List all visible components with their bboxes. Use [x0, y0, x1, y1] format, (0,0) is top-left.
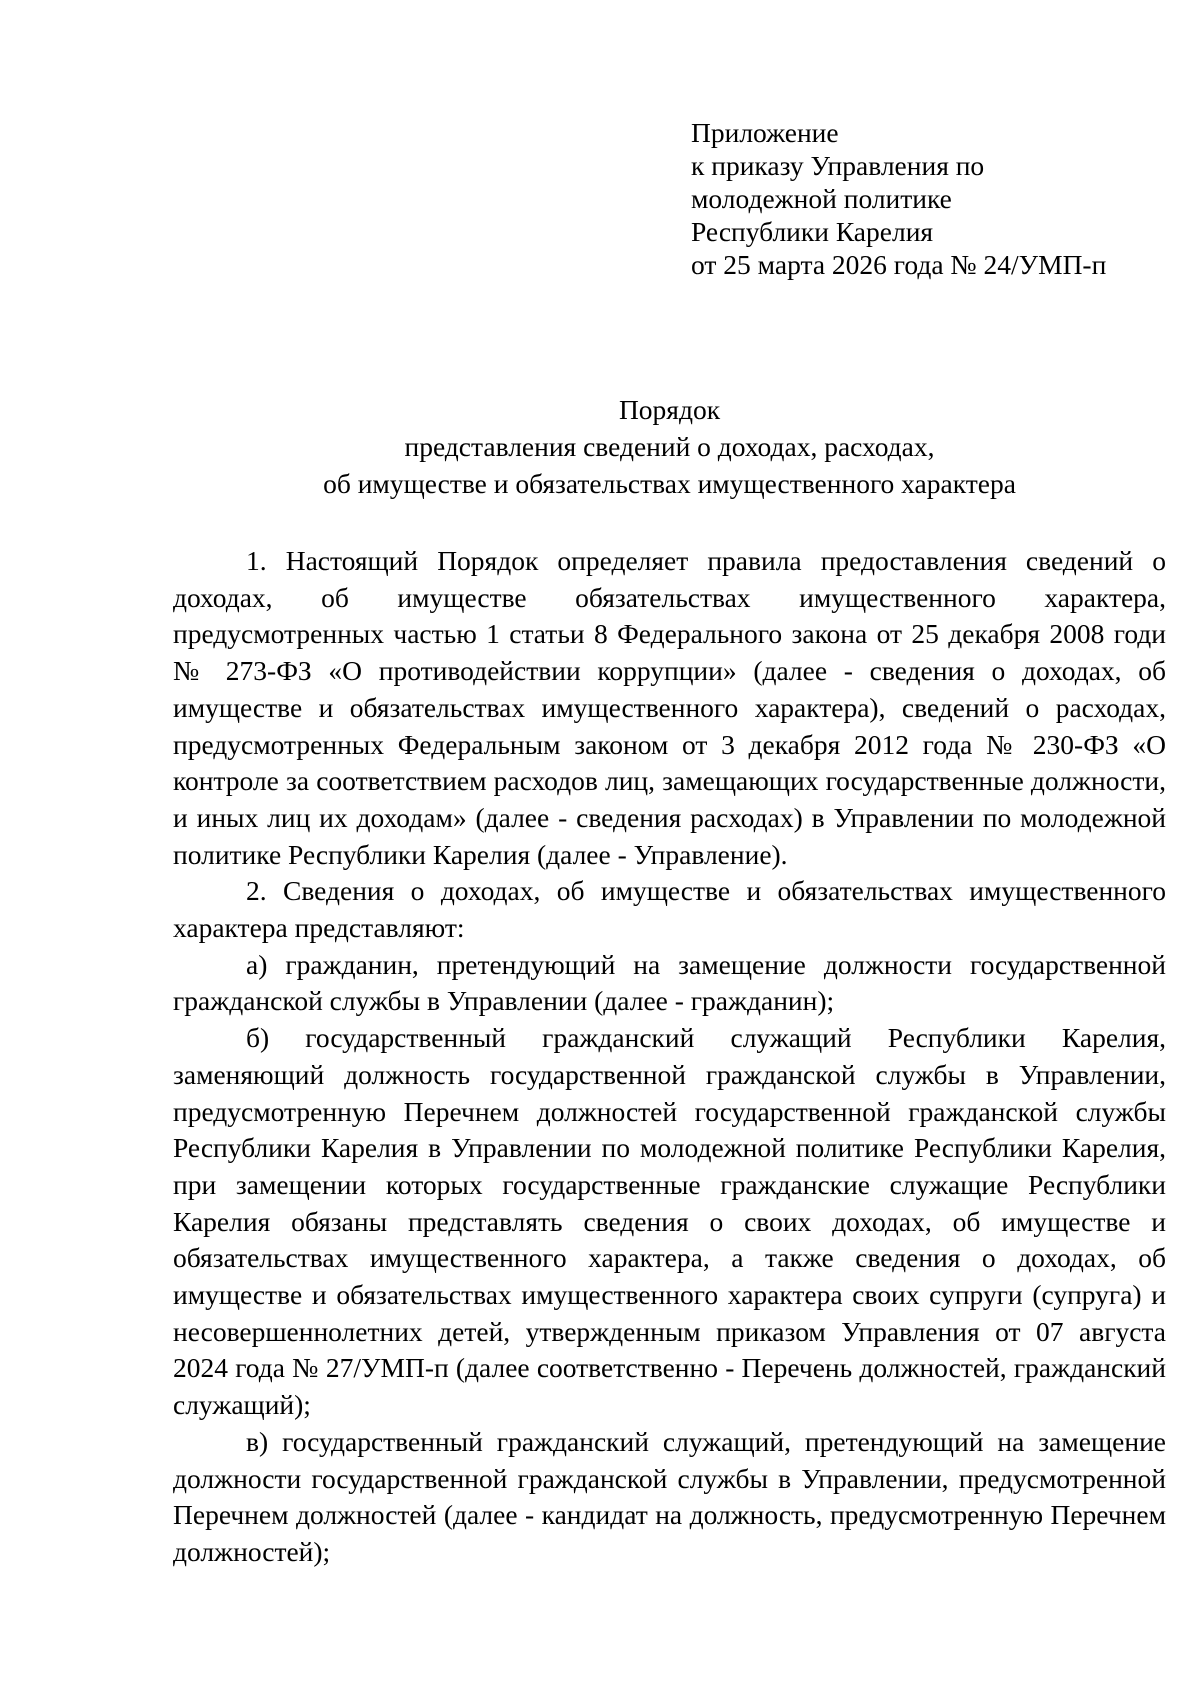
body-paragraph: а) гражданин, претендующий на замещение должности государственной гражданской службы в Управлении (далее - гражданин);	[173, 948, 1166, 1017]
document-body	[173, 543, 1166, 1571]
document-title	[173, 391, 1166, 502]
document-title-line: об имуществе и обязательствах имущественного характера	[323, 468, 1016, 499]
document-title-line: Порядок	[618, 394, 721, 425]
appendix-header-line: Республики Карелия	[691, 216, 934, 247]
body-paragraph: б) государственный гражданский служащий Республики Карелия, заменяющий должность государственной гражданской службы в Управлении, предусмотренную Перечнем должностей государственной гражданской службы Республики Карелия в Управлении по молодежной политике Республики Карелия, при замещении которых государственные гражданские служащие Республики Карелия обязаны представлять сведения о своих доходах, об имуществе и обязательствах имущественного характера, а также сведения о доходах, об имуществе и обязательствах имущественного характера своих супруги (супруга) и несовершеннолетних детей, утвержденным приказом Управления от 07 августа 2024 года № 27/УМП-п (далее соответственно - Перечень должностей, гражданский служащий);	[173, 1022, 1166, 1421]
appendix-header-line: от 25 марта 2026 года № 24/УМП-п	[691, 249, 1107, 280]
document-title-line: представления сведений о доходах, расходах,	[404, 431, 935, 462]
body-paragraph: 1. Настоящий Порядок определяет правила предоставления сведений о доходах, об имуществе обязательствах имущественного характера, предусмотренных частью 1 статьи 8 Федерального закона от 25 декабря 2008 годи № 273-ФЗ «О противодействии коррупции» (далее - сведения о доходах, об имуществе и обязательствах имущественного характера), сведений о расходах, предусмотренных Федеральным законом от 3 декабря 2012 года № 230-ФЗ «О контроле за соответствием расходов лиц, замещающих государственные должности, и иных лиц их доходам» (далее - сведения расходах) в Управлении по молодежной политике Республики Карелия (далее - Управление).	[173, 545, 1166, 870]
appendix-header-line: Приложение	[691, 117, 839, 148]
appendix-header-line: к приказу Управления по	[691, 150, 985, 181]
appendix-header	[691, 116, 1106, 281]
body-paragraph: 2. Сведения о доходах, об имуществе и обязательствах имущественного характера представляют:	[173, 875, 1166, 944]
body-paragraph: в) государственный гражданский служащий, претендующий на замещение должности государственной гражданской службы в Управлении, предусмотренной Перечнем должностей (далее - кандидат на должность, предусмотренную Перечнем должностей);	[173, 1425, 1166, 1567]
appendix-header-line: молодежной политике	[691, 183, 952, 214]
